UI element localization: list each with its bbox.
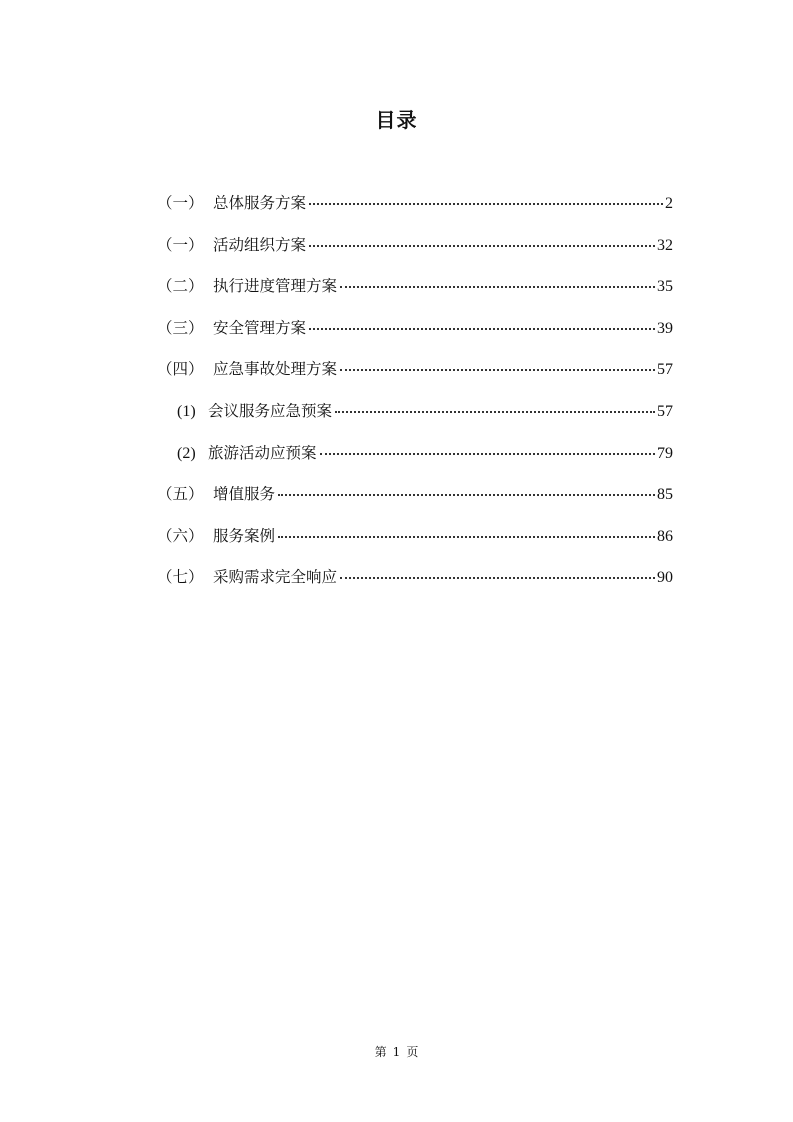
toc-dot-leader <box>335 398 655 416</box>
toc-entry-number: （七） <box>157 568 204 587</box>
toc-entry-title: 旅游活动应预案 <box>208 443 317 462</box>
toc-entry-page: 39 <box>657 319 673 337</box>
toc-entry-title: 服务案例 <box>213 526 276 545</box>
toc-entry-title: 活动组织方案 <box>213 235 307 254</box>
toc-entry-page: 35 <box>657 278 673 296</box>
toc-dot-leader <box>320 440 655 458</box>
toc-subentry[interactable] <box>157 440 673 482</box>
toc-entry-number: （六） <box>157 526 204 545</box>
toc-entry-title: 总体服务方案 <box>213 194 307 212</box>
toc-dot-leader <box>309 315 655 333</box>
toc-entry-page: 79 <box>657 444 673 462</box>
toc-entry[interactable] <box>157 523 673 565</box>
toc-entry[interactable] <box>157 564 673 606</box>
toc-entry-title: 会议服务应急预案 <box>208 401 333 420</box>
toc-dot-leader <box>340 356 655 374</box>
toc-title: 目录 <box>375 108 418 132</box>
toc-entry-number: （五） <box>157 485 204 504</box>
toc-list <box>157 190 673 606</box>
toc-entry[interactable] <box>157 481 673 523</box>
toc-dot-leader <box>278 481 655 499</box>
toc-entry-number: (1) <box>177 402 196 420</box>
toc-entry-number: （三） <box>157 318 204 337</box>
toc-dot-leader <box>309 190 663 208</box>
toc-entry-title: 安全管理方案 <box>213 318 307 337</box>
toc-entry-page: 86 <box>657 527 673 545</box>
toc-entry-title: 应急事故处理方案 <box>213 360 338 379</box>
toc-entry[interactable] <box>157 273 673 315</box>
toc-entry-title: 增值服务 <box>213 485 276 504</box>
toc-entry-number: （一） <box>157 235 204 254</box>
toc-dot-leader <box>340 564 655 582</box>
toc-entry-page: 57 <box>657 361 673 379</box>
toc-entry-title: 执行进度管理方案 <box>213 277 338 296</box>
toc-dot-leader <box>278 523 655 541</box>
toc-subentry[interactable] <box>157 398 673 440</box>
toc-dot-leader <box>309 232 655 250</box>
toc-entry-number: (2) <box>177 444 196 462</box>
toc-entry[interactable] <box>157 232 673 274</box>
toc-entry-title: 采购需求完全响应 <box>213 568 338 587</box>
page-footer <box>0 1043 793 1060</box>
footer-page-number: 1 <box>392 1045 401 1059</box>
toc-entry[interactable] <box>157 356 673 398</box>
toc-entry[interactable] <box>157 190 673 232</box>
toc-entry-page: 2 <box>665 195 673 212</box>
toc-entry-page: 57 <box>657 402 673 420</box>
toc-entry-page: 32 <box>657 236 673 254</box>
toc-entry[interactable] <box>157 315 673 357</box>
toc-dot-leader <box>340 273 655 291</box>
toc-entry-number: （四） <box>157 360 204 379</box>
footer-prefix: 第 <box>374 1045 387 1059</box>
toc-entry-number: （二） <box>157 277 204 296</box>
toc-entry-page: 85 <box>657 486 673 504</box>
toc-entry-number: （一） <box>157 194 204 212</box>
footer-suffix: 页 <box>406 1045 419 1059</box>
toc-entry-page: 90 <box>657 569 673 587</box>
